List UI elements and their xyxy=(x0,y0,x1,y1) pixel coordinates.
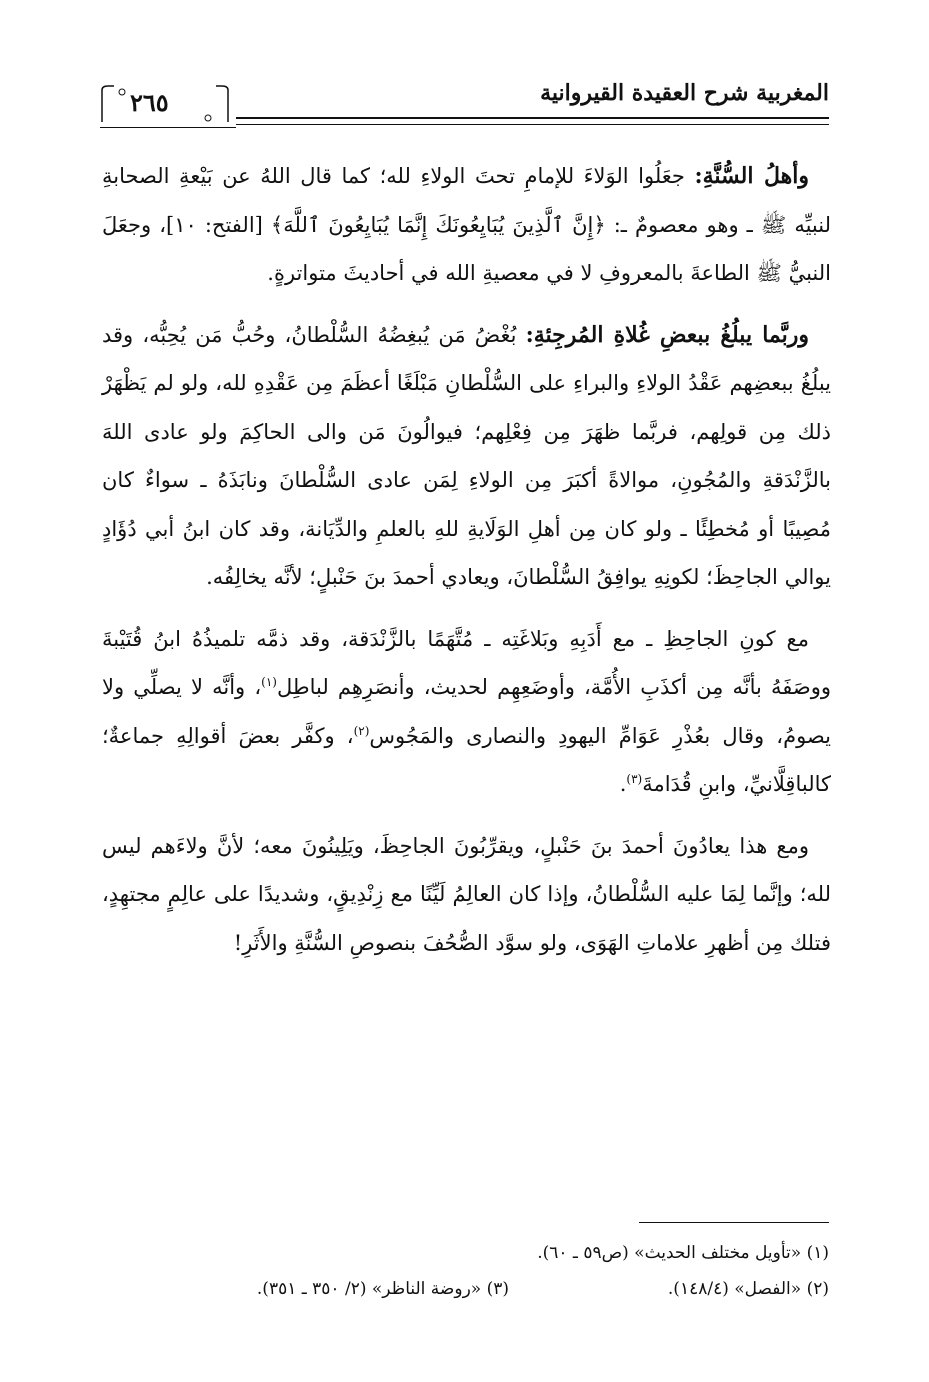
page-number-box xyxy=(100,84,230,124)
paragraph-lead: وأهلُ السُّنَّةِ: xyxy=(694,163,809,189)
paragraph-4 xyxy=(102,822,831,968)
header-rule-left xyxy=(100,127,236,128)
header-rule xyxy=(236,117,829,125)
footnotes xyxy=(102,1235,829,1307)
paragraph-1 xyxy=(102,152,831,298)
footnote-line-1 xyxy=(102,1235,829,1271)
paragraph-text: ، وأنَّه لا يصلِّي ولا يصومُ، وقال بعُذْرِ عَوَامِّ اليهودِ والنصارى والمَجُوس xyxy=(102,675,831,748)
paragraph-text: ، وكفَّر بعضَ أقوالِهِ جماعةٌ؛ كالباقِلَّانيِّ، وابنِ قُدَامةَ xyxy=(102,723,831,796)
footnote-ref-1[interactable]: (١) xyxy=(261,675,277,689)
footnote-ref-3[interactable]: (٣) xyxy=(626,772,643,786)
paragraph-2 xyxy=(102,311,831,602)
main-text xyxy=(102,152,831,980)
paragraph-text: . xyxy=(619,772,627,796)
footnote-rule xyxy=(639,1222,829,1223)
footnote-ref-2[interactable]: (٢) xyxy=(353,723,370,738)
paragraph-lead: وربَّما يبلُغُ ببعضِ غُلاةِ المُرجِئةِ: xyxy=(525,321,809,348)
paragraph-text: بُغْضُ مَن يُبغِضُهُ السُّلْطانُ، وحُبُّ مَن يُحِبُّه، وقد يبلُغُ ببعضِهم عَقْدُ الولاءِ والبراءِ على السُّلْطانِ مَبْلَغًا أعظَمَ مِن عَقْدِهِ لله، ولو لم يَظْهَرْ ذلك مِن قولِهم، فربَّما ظهَرَ مِن فِعْلِهم؛ فيوالُونَ مَن والى الحاكِمَ ولو عادى اللهَ بالزَّنْدَقةِ والمُجُونِ، موالاةً أكبَرَ مِن الولاءِ لِمَن عادى السُّلْطانَ ونابَذَهُ ـ سواءٌ كان مُصِيبًا أو مُخطِئًا ـ ولو كان مِن أهلِ الوَلَايةِ للهِ بالعلمِ والدِّيَانة، وقد كان ابنُ أبي دُؤَادٍ يوالي الجاحِظَ؛ لكونِهِ يوافِقُ السُّلْطانَ، ويعادي أحمدَ بنَ حَنْبلٍ؛ لأنَّه يخالِفُه. xyxy=(102,322,831,589)
footnote-1: (١) «تأويل مختلف الحديث» (ص٥٩ ـ ٦٠). xyxy=(537,1243,829,1263)
footnote-3: (٣) «روضة الناظر» (٢/ ٣٥٠ ـ ٣٥١). xyxy=(256,1279,509,1299)
page-number: ٢٦٥ xyxy=(130,88,169,117)
book-title: المغربية شرح العقيدة القيروانية xyxy=(540,80,829,106)
paragraph-text: مع كونِ الجاحِظِ ـ مع أَدَبِهِ وبَلاغَتِه ـ مُتَّهَمًا بالزَّنْدَقة، وقد ذمَّه تلميذُهُ ابنُ قُتَيْبةَ ووصَفَهُ بأنَّه مِن أكذَبِ الأُمَّة، وأوضَعِهِم لحديث، وأنصَرِهِم لباطِل xyxy=(102,626,831,699)
paragraph-text: ومع هذا يعادُونَ أحمدَ بنَ حَنْبلٍ، ويقرِّبُونَ الجاحِظَ، ويَلِينُونَ معه؛ لأنَّ ولاءَهم ليس لله؛ وإنَّما لِمَا عليه السُّلْطانُ، وإذا كان العالِمُ لَيِّنًا مع زِنْدِيقٍ، وشديدًا على عالِمٍ مجتهِدٍ، فتلك مِن أظهرِ علاماتِ الهَوَى، ولو سوَّد الصُّحُفَ بنصوصِ السُّنَّةِ والأَثَرِ! xyxy=(102,833,831,955)
footnote-line-2 xyxy=(102,1271,829,1307)
footnote-2: (٢) «الفصل» (١٤٨/٤). xyxy=(667,1279,829,1299)
paragraph-3 xyxy=(102,615,831,809)
paragraph-text: جعَلُوا الوَلاءَ للإمامِ تحتَ الولاءِ لله؛ كما قال اللهُ عن بَيْعةِ الصحابةِ لنبيِّه ﷺ ـ وهو معصومٌ ـ: ﴿إِنَّ ٱلَّذِينَ يُبَايِعُونَكَ إِنَّمَا يُبَايِعُونَ ٱللَّهَ﴾ [الفتح: ١٠]، وجعَلَ النبيُّ ﷺ الطاعةَ بالمعروفِ لا في معصيةِ الله في أحاديثَ متواترةٍ. xyxy=(102,164,831,285)
